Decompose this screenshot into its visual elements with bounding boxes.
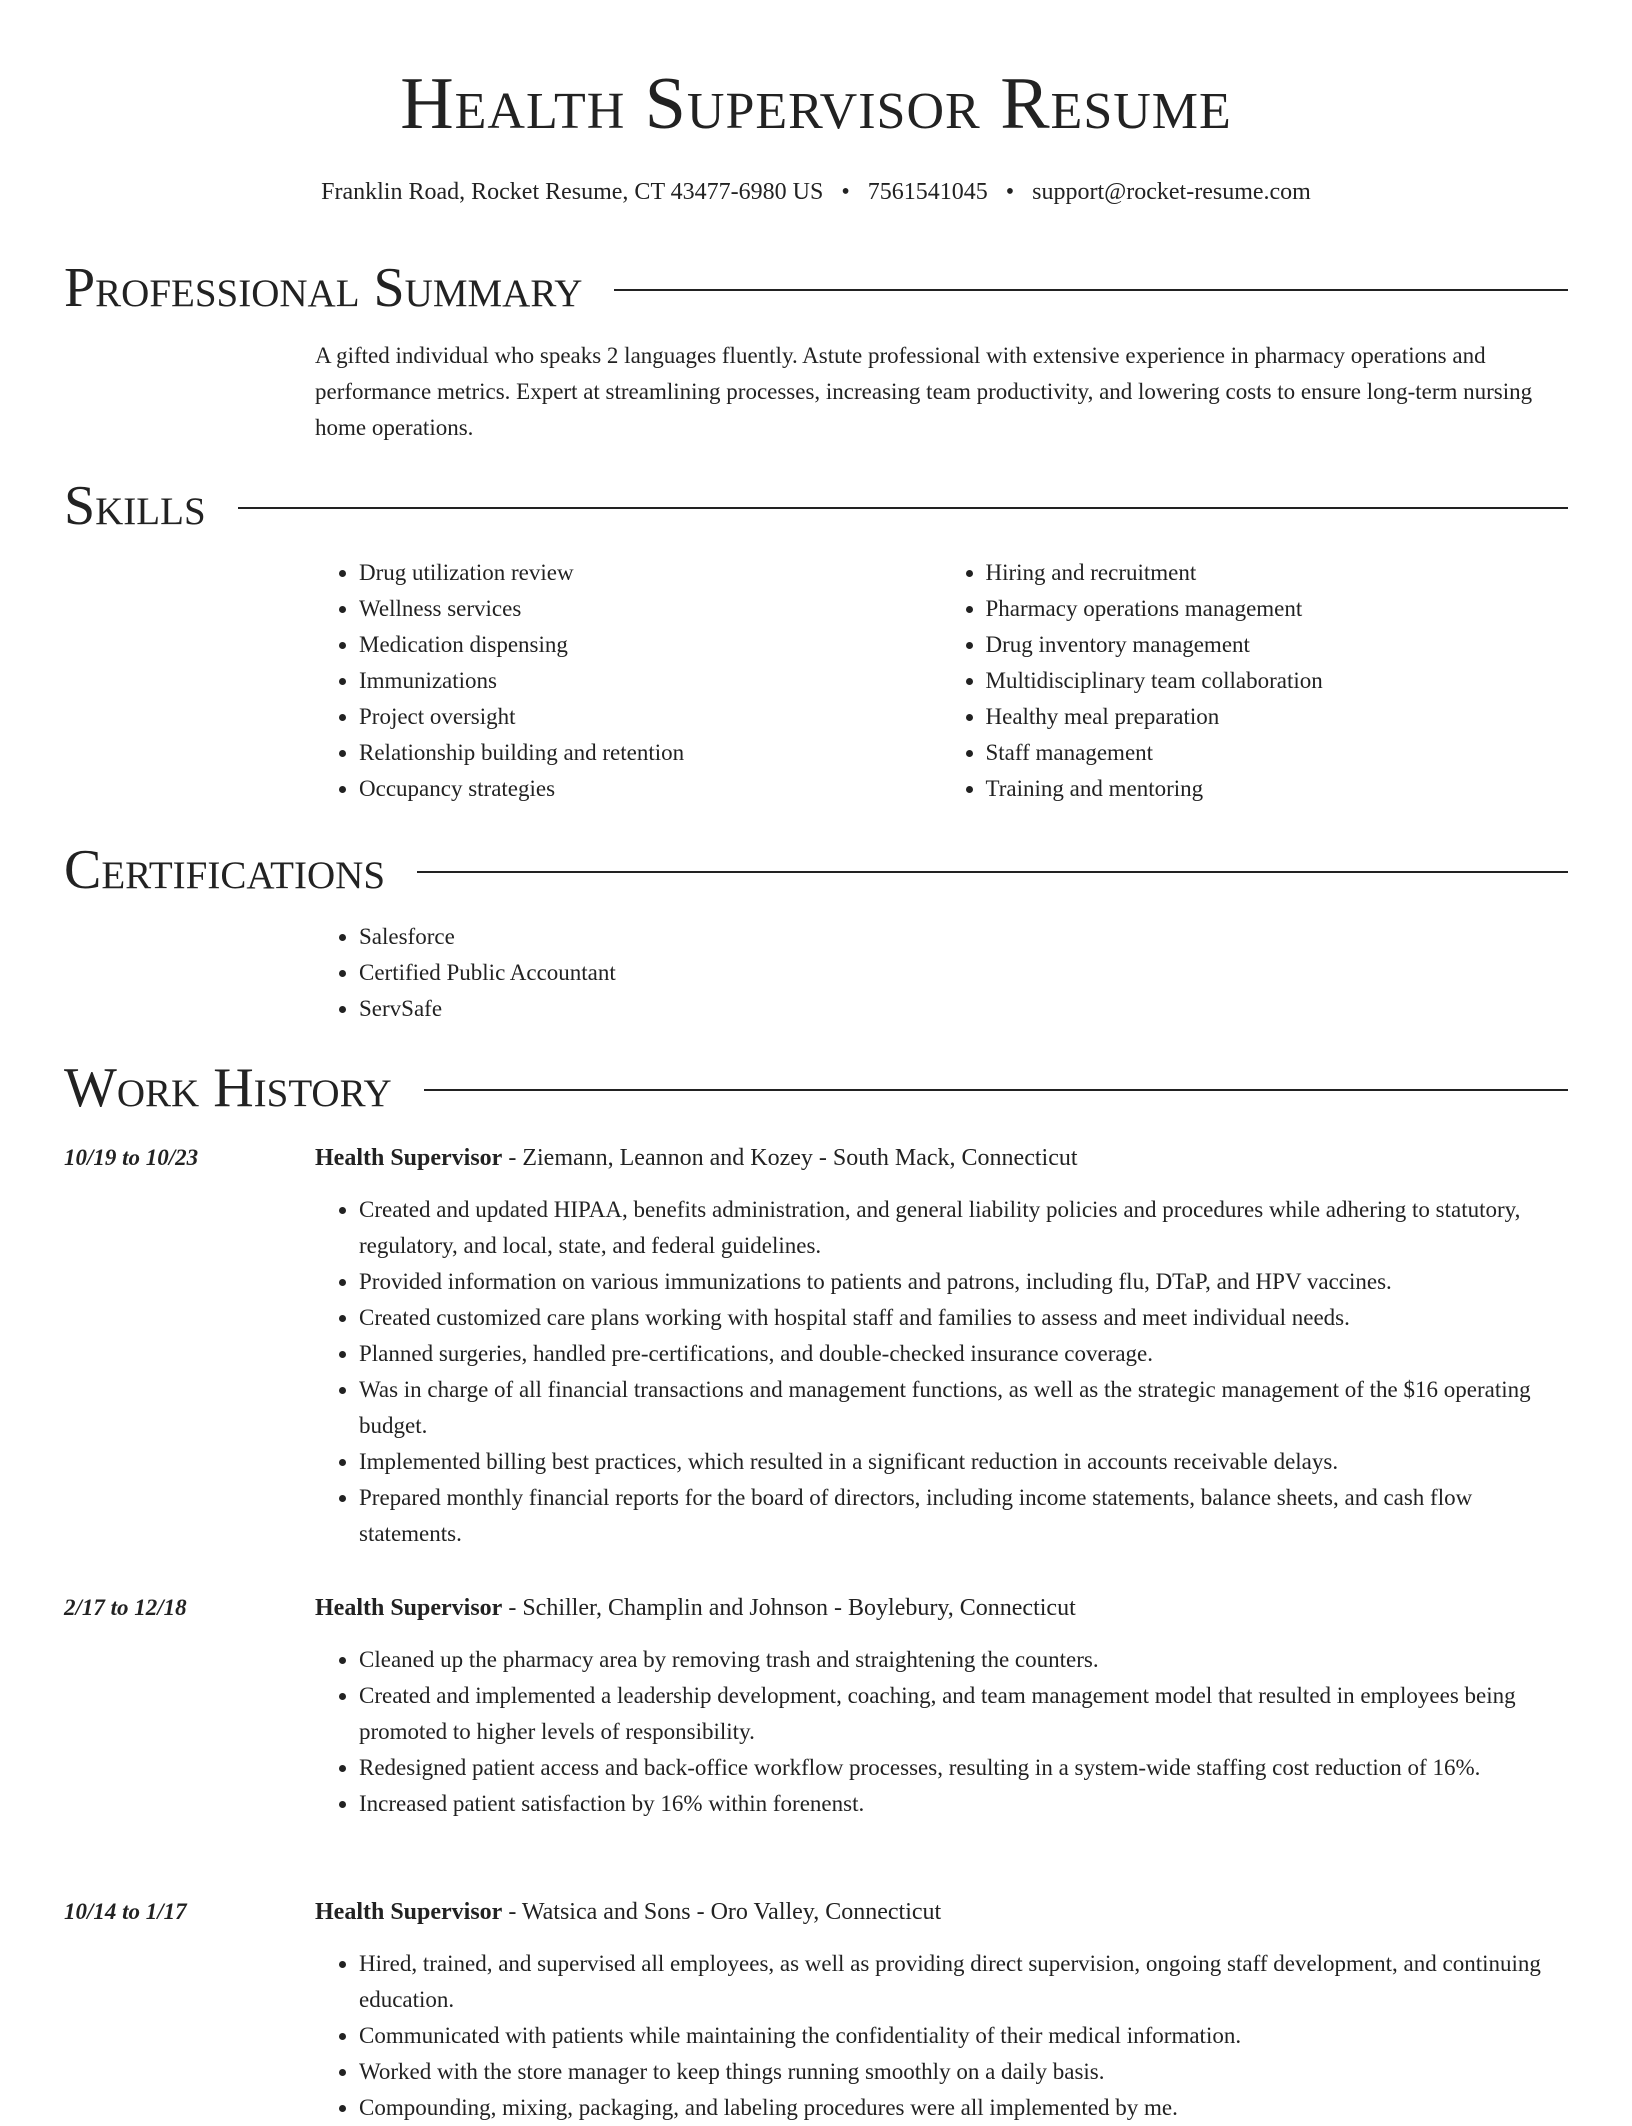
skill-item: • Hiring and recruitment	[986, 555, 1569, 591]
section-heading: Skills	[64, 475, 206, 537]
job-dates: 2/17 to 12/18	[64, 1595, 187, 1620]
job-bullet: • Provided information on various immunizations to patients and patrons, including flu, DTaP, and HPV vaccines.	[359, 1264, 1568, 1300]
job-bullet: • Created customized care plans working with hospital staff and families to assess and meet individual needs.	[359, 1300, 1568, 1336]
skill-item: • Immunizations	[359, 663, 942, 699]
contact-address: Franklin Road, Rocket Resume, CT 43477-6980 US	[321, 179, 824, 205]
job-title-line	[315, 1894, 941, 1930]
skill-item: • Relationship building and retention	[359, 735, 942, 771]
job-title-line	[315, 1140, 1078, 1176]
job-company: - Schiller, Champlin and Johnson - Boylebury, Connecticut	[502, 1595, 1076, 1621]
job-bullet: • Worked with the store manager to keep things running smoothly on a daily basis.	[359, 2054, 1568, 2090]
section-work-header	[64, 1056, 1568, 1120]
job-bullets	[315, 1642, 1568, 1822]
summary-text: A gifted individual who speaks 2 languages fluently. Astute professional with extensive experience in pharmacy operations and performance metrics. Expert at streamlining processes, increasing team productivity, and lowering costs to ensure long-term nursing home operations.	[315, 343, 1533, 440]
skill-item: • Medication dispensing	[359, 627, 942, 663]
section-summary-header	[64, 256, 1568, 320]
skills-list	[315, 555, 1568, 807]
skill-item: • Training and mentoring	[986, 771, 1569, 807]
skill-item: • Wellness services	[359, 591, 942, 627]
skill-item: • Drug inventory management	[986, 627, 1569, 663]
contact-email: support@rocket-resume.com	[1032, 179, 1311, 205]
certification-item: • Certified Public Accountant	[359, 955, 1568, 991]
job-bullet: • Prepared monthly financial reports for the board of directors, including income statements, balance sheets, and cash flow statements.	[359, 1480, 1568, 1552]
section-heading: Professional Summary	[64, 257, 583, 319]
section-heading: Certifications	[64, 839, 386, 901]
job-bullet: • Hired, trained, and supervised all employees, as well as providing direct supervision, ongoing staff development, and continuing education.	[359, 1946, 1568, 2018]
certification-item: • ServSafe	[359, 991, 1568, 1027]
skill-item: • Multidisciplinary team collaboration	[986, 663, 1569, 699]
skill-item: • Staff management	[986, 735, 1569, 771]
section-skills-header	[64, 474, 1568, 538]
job-title: Health Supervisor	[315, 1595, 503, 1621]
job-bullets	[315, 1946, 1568, 2126]
job-bullets	[315, 1192, 1568, 1552]
resume-title: Health Supervisor Resume	[400, 63, 1232, 145]
contact-separator: •	[1005, 179, 1015, 205]
section-certifications-header	[64, 838, 1568, 902]
job-bullet: • Cleaned up the pharmacy area by removing trash and straightening the counters.	[359, 1642, 1568, 1678]
job-bullet: • Implemented billing best practices, which resulted in a significant reduction in accounts receivable delays.	[359, 1444, 1568, 1480]
section-divider	[238, 507, 1568, 509]
contact-line	[64, 172, 1568, 212]
job-bullet: • Was in charge of all financial transactions and management functions, as well as the strategic management of the $16 operating budget.	[359, 1372, 1568, 1444]
contact-phone: 7561541045	[867, 179, 988, 205]
job-bullet: • Compounding, mixing, packaging, and labeling procedures were all implemented by me.	[359, 2090, 1568, 2126]
skill-item: • Pharmacy operations management	[986, 591, 1569, 627]
job-bullet: • Communicated with patients while maintaining the confidentiality of their medical information.	[359, 2018, 1568, 2054]
section-divider	[614, 289, 1568, 291]
job-company: - Watsica and Sons - Oro Valley, Connecticut	[502, 1899, 942, 1925]
job-title-line	[315, 1590, 1076, 1626]
job-bullet: • Increased patient satisfaction by 16% within forenenst.	[359, 1786, 1568, 1822]
section-heading: Work History	[64, 1057, 392, 1119]
job-bullet: • Planned surgeries, handled pre-certifications, and double-checked insurance coverage.	[359, 1336, 1568, 1372]
job-title: Health Supervisor	[315, 1899, 503, 1925]
skill-item: • Drug utilization review	[359, 555, 942, 591]
skill-item: • Healthy meal preparation	[986, 699, 1569, 735]
job-company: - Ziemann, Leannon and Kozey - South Mack, Connecticut	[502, 1145, 1078, 1171]
job-bullet: • Created and updated HIPAA, benefits administration, and general liability policies and procedures while adhering to statutory, regulatory, and local, state, and federal guidelines.	[359, 1192, 1568, 1264]
job-bullet: • Redesigned patient access and back-office workflow processes, resulting in a system-wide staffing cost reduction of 16%.	[359, 1750, 1568, 1786]
skill-item: • Occupancy strategies	[359, 771, 942, 807]
job-dates: 10/14 to 1/17	[64, 1899, 187, 1924]
job-dates: 10/19 to 10/23	[64, 1145, 199, 1170]
contact-separator: •	[841, 179, 850, 205]
job-title: Health Supervisor	[315, 1145, 503, 1171]
certifications-list	[315, 919, 1568, 1027]
job-bullet: • Created and implemented a leadership development, coaching, and team management model that resulted in employees being promoted to higher levels of responsibility.	[359, 1678, 1568, 1750]
section-divider	[424, 1089, 1568, 1091]
skill-item: • Project oversight	[359, 699, 942, 735]
certification-item: • Salesforce	[359, 919, 1568, 955]
skills-column-left	[315, 555, 942, 807]
skills-column-right	[942, 555, 1569, 807]
section-divider	[417, 871, 1568, 873]
